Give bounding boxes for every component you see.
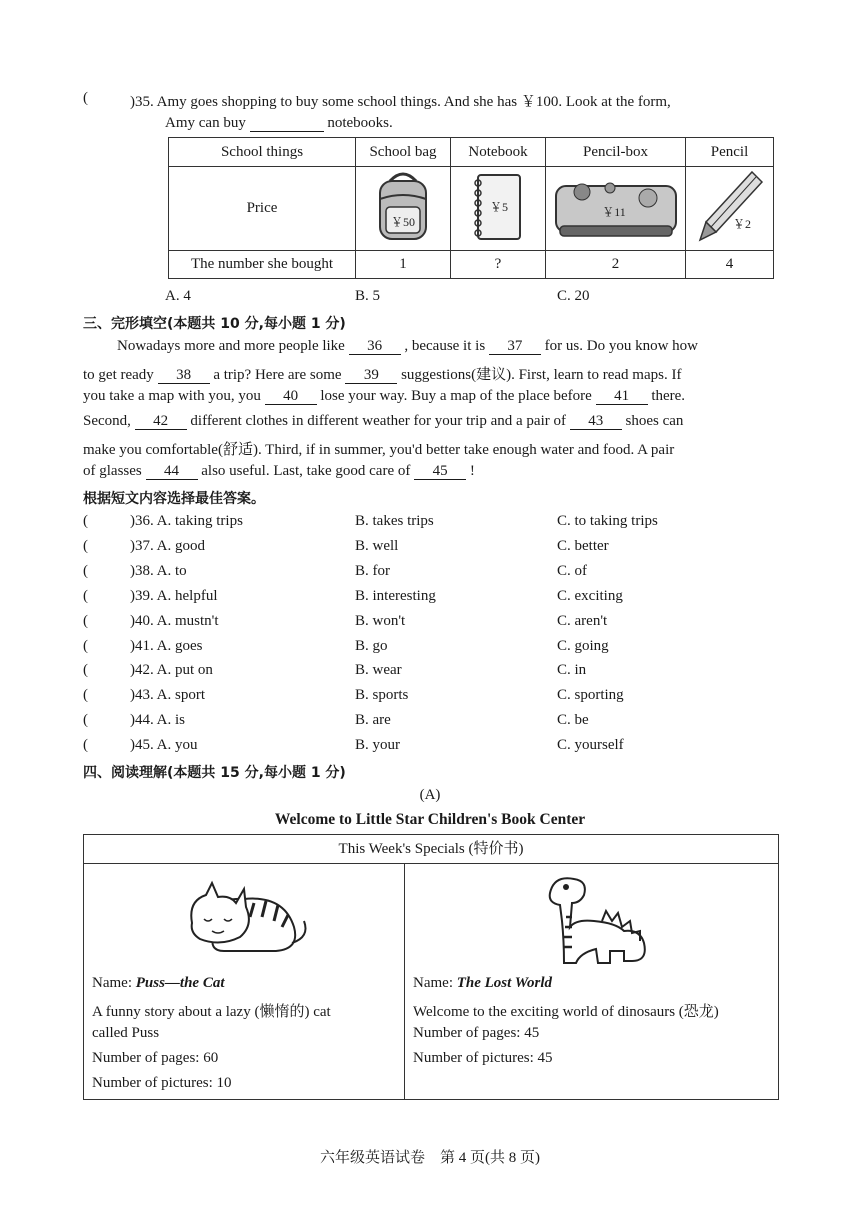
- question-option-c[interactable]: C. be: [557, 712, 589, 729]
- price-tag: ￥2: [732, 217, 751, 231]
- cloze-blank-37[interactable]: 37: [489, 338, 541, 355]
- question-option-b[interactable]: B. go: [355, 637, 388, 654]
- book2-pages: Number of pages: 45: [413, 1025, 540, 1041]
- book1-pictures: Number of pictures: 10: [92, 1075, 232, 1091]
- specials-box: [83, 834, 779, 1100]
- part-label: (A): [419, 787, 441, 803]
- book1-pages: Number of pages: 60: [92, 1050, 219, 1066]
- table-header: School things: [169, 138, 356, 167]
- answer-paren-open[interactable]: (: [83, 662, 88, 679]
- question-option-c[interactable]: C. better: [557, 537, 609, 554]
- school-things-table: [168, 137, 774, 279]
- cloze-blank-38[interactable]: 38: [158, 367, 210, 384]
- notebook-cell: [451, 167, 546, 251]
- cloze-blank-41[interactable]: 41: [596, 388, 648, 405]
- passage-line-6: of glasses 44 also useful. Last, take good care of 45 !: [83, 463, 475, 479]
- cloze-blank-45[interactable]: 45: [414, 463, 466, 480]
- answer-paren-open[interactable]: (: [83, 712, 88, 729]
- book1-name[interactable]: Name: Puss—the Cat: [92, 975, 225, 991]
- book1-desc-line2: called Puss: [92, 1025, 160, 1041]
- bought-value: 2: [546, 251, 686, 279]
- cat-icon: [184, 877, 312, 957]
- pencil-cell: [686, 167, 774, 251]
- bought-value: 4: [686, 251, 774, 279]
- table-header: School bag: [356, 138, 451, 167]
- specials-box-header: This Week's Specials (特价书): [84, 835, 778, 864]
- section3-title: 三、完形填空(本题共 10 分,每小题 1 分): [83, 316, 346, 332]
- question-option-a[interactable]: )36. A. taking trips: [130, 513, 243, 529]
- question-option-a[interactable]: )45. A. you: [130, 737, 198, 754]
- question-option-a[interactable]: )44. A. is: [130, 712, 186, 729]
- question-option-b[interactable]: B. well: [355, 537, 399, 554]
- question-option-b[interactable]: B. sports: [355, 687, 409, 704]
- answer-paren-open[interactable]: (: [83, 612, 88, 629]
- book-center-heading: Welcome to Little Star Children's Book Center: [274, 811, 586, 828]
- bought-label: The number she bought: [169, 251, 356, 279]
- answer-paren-open[interactable]: (: [83, 587, 88, 604]
- question-option-b[interactable]: B. are: [355, 712, 391, 729]
- question-option-b[interactable]: B. wear: [355, 662, 402, 679]
- section3-instruction: 根据短文内容选择最佳答案。: [83, 491, 265, 507]
- question-option-a[interactable]: )40. A. mustn't: [130, 612, 219, 629]
- question-option-b[interactable]: B. won't: [355, 612, 406, 629]
- answer-blank[interactable]: [250, 115, 324, 132]
- question-option-a[interactable]: )38. A. to: [130, 562, 187, 579]
- passage-line-4: Second, 42 different clothes in different weather for your trip and a pair of 43 shoes can: [83, 413, 684, 429]
- cloze-blank-36[interactable]: 36: [349, 338, 401, 355]
- table-header: Notebook: [451, 138, 546, 167]
- bought-value: ?: [451, 251, 546, 279]
- answer-paren-open: (: [83, 90, 88, 106]
- question-option-c[interactable]: C. in: [557, 662, 587, 679]
- answer-paren-open[interactable]: (: [83, 513, 88, 529]
- question-option-b[interactable]: B. takes trips: [355, 513, 434, 529]
- cloze-blank-40[interactable]: 40: [265, 388, 317, 405]
- q35-text-line2: Amy can buy notebooks.: [165, 115, 393, 131]
- question-option-c[interactable]: C. to taking trips: [557, 513, 658, 529]
- book2-desc: Welcome to the exciting world of dinosaurs (恐龙): [413, 1004, 719, 1020]
- table-header: Pencil: [686, 138, 774, 167]
- q35-option-c[interactable]: C. 20: [557, 288, 590, 304]
- book2-name[interactable]: Name: The Lost World: [413, 975, 553, 991]
- page-footer: 六年级英语试卷 第 4 页(共 8 页): [320, 1150, 540, 1166]
- dinosaur-icon: [540, 871, 660, 969]
- q35-option-b[interactable]: B. 5: [355, 288, 381, 304]
- question-option-b[interactable]: B. for: [355, 562, 390, 579]
- pencil-box-icon: [552, 170, 680, 242]
- section4-title: 四、阅读理解(本题共 15 分,每小题 1 分): [83, 765, 346, 781]
- school-bag-cell: [356, 167, 451, 251]
- passage-line-2: to get ready 38 a trip? Here are some 39 suggestions(建议). First, learn to read maps. If: [83, 367, 682, 383]
- passage-line-1: Nowadays more and more people like 36 , because it is 37 for us. Do you know how: [117, 338, 698, 354]
- passage-line-5: make you comfortable(舒适). Third, if in summer, you'd better take enough water and food. A pair: [83, 442, 675, 458]
- notebook-icon: [466, 169, 530, 243]
- book2-pictures: Number of pictures: 45: [413, 1050, 553, 1066]
- answer-paren-open[interactable]: (: [83, 562, 88, 579]
- question-option-a[interactable]: )41. A. goes: [130, 637, 203, 654]
- question-option-c[interactable]: C. yourself: [557, 737, 624, 754]
- cloze-blank-44[interactable]: 44: [146, 463, 198, 480]
- question-option-c[interactable]: C. sporting: [557, 687, 624, 704]
- table-header: Pencil-box: [546, 138, 686, 167]
- question-option-a[interactable]: )43. A. sport: [130, 687, 205, 704]
- box-divider: [404, 864, 405, 1099]
- bought-value: 1: [356, 251, 451, 279]
- question-option-c[interactable]: C. of: [557, 562, 587, 579]
- q35-text-line1: )35. Amy goes shopping to buy some school things. And she has ￥100. Look at the form,: [130, 94, 671, 110]
- cloze-blank-43[interactable]: 43: [570, 413, 622, 430]
- question-option-b[interactable]: B. interesting: [355, 587, 436, 604]
- question-option-b[interactable]: B. your: [355, 737, 400, 754]
- price-tag: ￥50: [390, 215, 416, 229]
- question-option-c[interactable]: C. aren't: [557, 612, 608, 629]
- q35-option-a[interactable]: A. 4: [165, 288, 191, 304]
- school-bag-icon: [368, 169, 438, 243]
- pencil-icon: [694, 168, 766, 244]
- answer-paren-open[interactable]: (: [83, 687, 88, 704]
- question-option-a[interactable]: )37. A. good: [130, 537, 205, 554]
- answer-paren-open[interactable]: (: [83, 537, 88, 554]
- answer-paren-open[interactable]: (: [83, 737, 88, 754]
- price-tag: ￥5: [489, 200, 509, 214]
- book1-desc-line1: A funny story about a lazy (懒惰的) cat: [92, 1004, 331, 1020]
- price-label: Price: [169, 167, 356, 251]
- pencil-box-cell: [546, 167, 686, 251]
- question-option-a[interactable]: )39. A. helpful: [130, 587, 218, 604]
- answer-paren-open[interactable]: (: [83, 637, 88, 654]
- question-option-c[interactable]: C. exciting: [557, 587, 623, 604]
- question-option-c[interactable]: C. going: [557, 637, 609, 654]
- price-tag: ￥11: [601, 205, 626, 219]
- cloze-blank-39[interactable]: 39: [345, 367, 397, 384]
- passage-line-3: you take a map with you, you 40 lose your way. Buy a map of the place before 41 there.: [83, 388, 686, 404]
- cloze-blank-42[interactable]: 42: [135, 413, 187, 430]
- question-option-a[interactable]: )42. A. put on: [130, 662, 213, 679]
